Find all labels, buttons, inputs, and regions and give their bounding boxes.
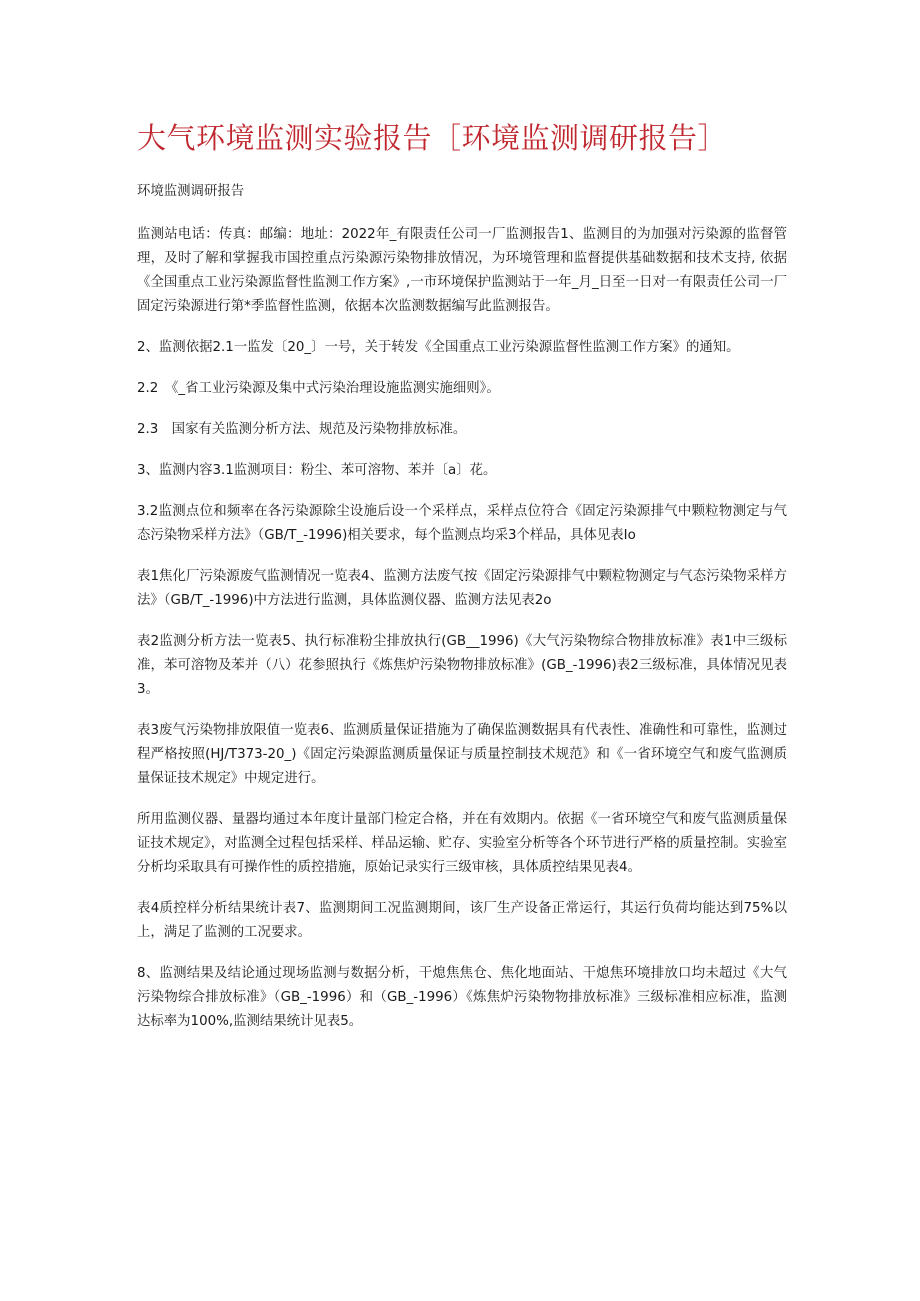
paragraph-sampling-points: 3.2监测点位和频率在各污染源除尘设施后设一个采样点，采样点位符合《固定污染源排气中颗粒物测定与气态污染物采样方法》（GB/T_-1996)相关要求，每个监测点均采3个样品，具体见表Io xyxy=(137,504,787,543)
paragraph-basis-2-2: 2.2 《_省工业污染源及集中式污染治理设施监测实施细则》。 xyxy=(137,381,500,396)
paragraph-table1-methods: 表1焦化厂污染源废气监测情况一览表4、监测方法废气按《固定污染源排气中颗粒物测定与气态污染物采样方法》（GB/T_-1996)中方法进行监测，具体监测仪器、监测方法见表2o xyxy=(137,569,787,608)
paragraph-instruments: 所用监测仪器、量器均通过本年度计量部门检定合格，并在有效期内。依据《一省环境空气和废气监测质量保证技术规定》，对监测全过程包括采样、样品运输、贮存、实验室分析等各个环节进行严格的质量控制。实验室分析均采取具有可操作性的质控措施，原始记录实行三级审核，具体质控结果见表4。 xyxy=(137,812,787,875)
paragraph-table2-standards: 表2监测分析方法一览表5、执行标准粉尘排放执行(GB__1996)《大气污染物综合物排放标准》表1中三级标准，苯可溶物及苯并（八）花参照执行《炼焦炉污染物物排放标准》(GB_-1996)表2三级标准，具体情况见表3。 xyxy=(137,634,787,697)
paragraph-table4-conditions: 表4质控样分析结果统计表7、监测期间工况监测期间，该厂生产设备正常运行，其运行负荷均能达到75%以上，满足了监测的工况要求。 xyxy=(137,901,787,940)
paragraph-monitoring-content: 3、监测内容3.1监测项目：粉尘、苯可溶物、苯并〔a〕花。 xyxy=(137,463,497,478)
paragraph-results-conclusion: 8、监测结果及结论通过现场监测与数据分析，干熄焦焦仓、焦化地面站、干熄焦环境排放口均未超过《大气污染物综合排放标准》（GB_-1996）和（GB_-1996）《炼焦炉污染物物排放标准》三级标准相应标准，监测达标率为100%,监测结果统计见表5。 xyxy=(137,966,787,1029)
paragraph-intro-purpose: 监测站电话：传真：邮编：地址：2022年_有限责任公司一厂监测报告1、监测目的为加强对污染源的监督管理，及时了解和掌握我市国控重点污染源污染物排放情况，为环境管理和监督提供基础数据和技术支持, 依据《全国重点工业污染源监督性监测工作方案》,一市环境保护监测站于一年_月_日至一日对一有限责任公司一厂固定污染源进行第*季监督性监测，依据本次监测数据编写此监测报告。 xyxy=(137,227,787,314)
paragraph-monitoring-basis: 2、监测依据2.1一监发〔20_〕一号，关于转发《全国重点工业污染源监督性监测工作方案》的通知。 xyxy=(137,340,740,355)
paragraph-basis-2-3: 2.3 国家有关监测分析方法、规范及污染物排放标准。 xyxy=(137,422,467,437)
document-body xyxy=(137,180,787,1051)
document-title: 大气环境监测实验报告［环境监测调研报告］ xyxy=(137,121,728,155)
document-subtitle: 环境监测调研报告 xyxy=(137,184,245,199)
paragraph-table3-quality: 表3废气污染物排放限值一览表6、监测质量保证措施为了确保监测数据具有代表性、准确性和可靠性，监测过程严格按照(HJ/T373-20_)《固定污染源监测质量保证与质量控制技术规范》和《一省环境空气和废气监测质量保证技术规定》中规定进行。 xyxy=(137,723,787,786)
